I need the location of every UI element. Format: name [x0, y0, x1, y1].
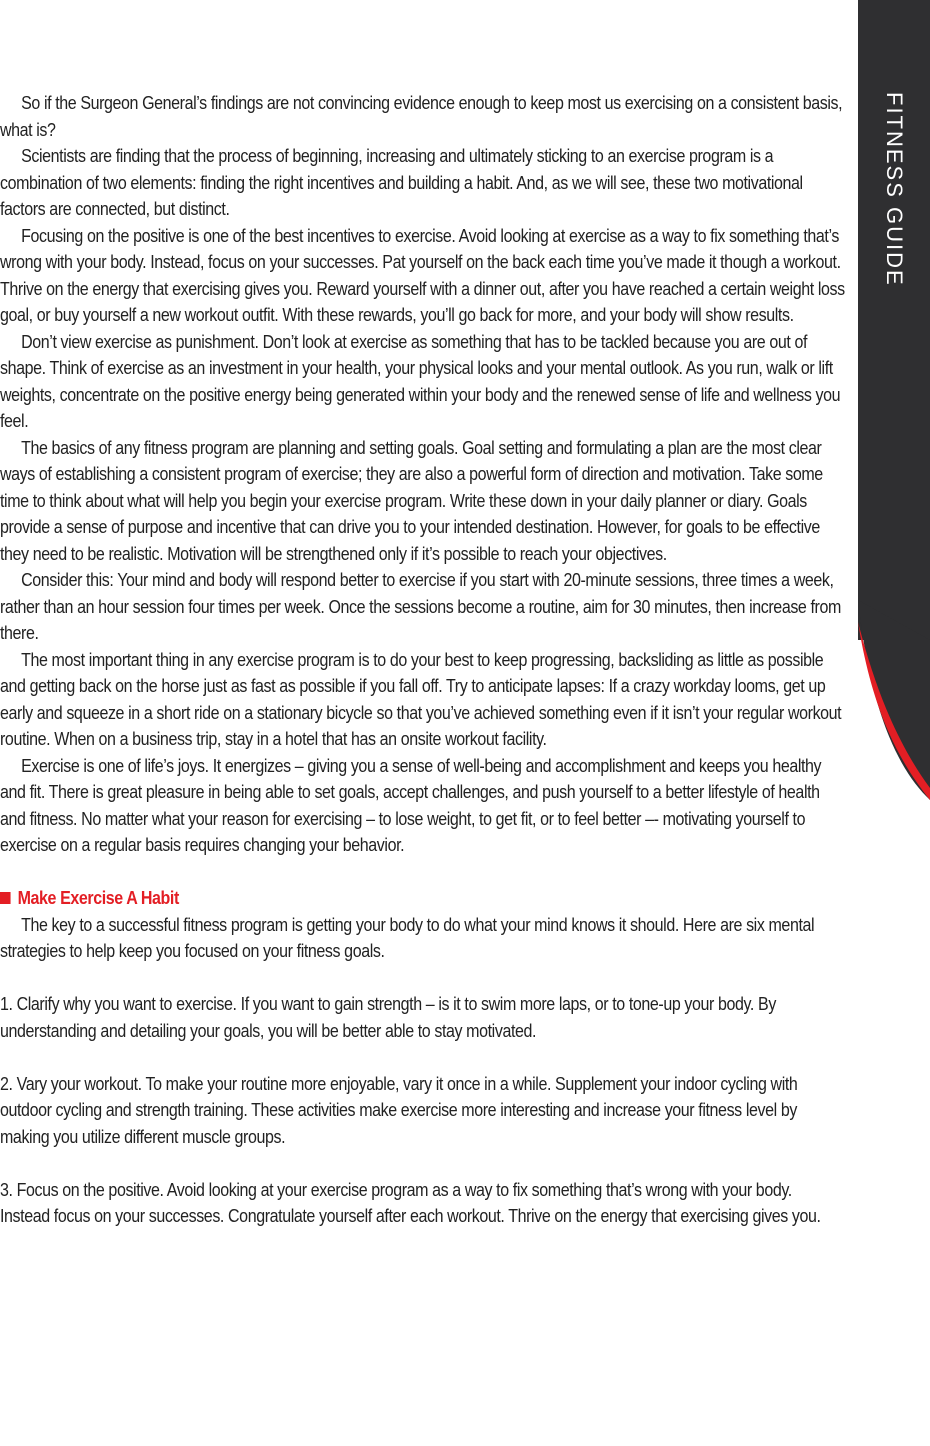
paragraph: Scientists are finding that the process of beginning, increasing and ultimately sticking to an exercise program is a combination of two elements: finding the right incentives and building a habit. And, as we will see, these two motivational factors are connected, but distinct. — [0, 146, 803, 219]
paragraph: Don’t view exercise as punishment. Don’t look at exercise as something that has to be tackled because you are out of shape. Think of exercise as an investment in your health, your physical looks and your mental outlook. As you run, walk or lift weights, concentrate on the positive energy being generated within your body and the renewed sense of life and wellness you feel. — [0, 331, 841, 431]
paragraph: Consider this: Your mind and body will respond better to exercise if you start with 20-minute sessions, three times a week, rather than an hour session four times per week. Once the sessions become a routine, aim for 30 minutes, then increase from there. — [0, 570, 841, 643]
side-tab-label: FITNESS GUIDE — [882, 92, 907, 287]
section-heading — [0, 885, 845, 912]
section-heading-text: Make Exercise A Habit — [17, 888, 179, 908]
spacer — [0, 859, 845, 886]
paragraph: Exercise is one of life’s joys. It energizes – giving you a sense of well-being and accomplishment and keeps you healthy and fit. There is great pleasure in being able to set goals, accept challenges, and push yourself to a better lifestyle of health and fitness. No matter what your reason for exercising – to lose weight, to get fit, or to feel better –- motivating yourself to exercise on a regular basis requires changing your behavior. — [0, 755, 822, 855]
paragraph: Focusing on the positive is one of the best incentives to exercise. Avoid looking at exercise as a way to fix something that’s wrong with your body. Instead, focus on your successes. Pat yourself on the back each time you’ve made it though a workout. Thrive on the energy that exercising gives you. Reward yourself with a dinner out, after you have reached a certain weight loss goal, or buy yourself a new workout outfit. With these rewards, you’ll go back for more, and your body will show results. — [0, 225, 845, 325]
spacer — [0, 1150, 845, 1177]
section-intro: The key to a successful fitness program is getting your body to do what your mind knows it should. Here are six mental strategies to help keep you focused on your fitness goals. — [0, 914, 815, 961]
paragraph: The most important thing in any exercise program is to do your best to keep progressing, backsliding as little as possible and getting back on the horse just as fast as possible if you fall off. Try to anticipate lapses: If a crazy workday looms, get up early and squeeze in a short ride on a stationary bicycle so that you’ve achieved something even if it isn’t your regular workout routine. When on a business trip, stay in a hotel that has an onsite workout facility. — [0, 649, 842, 749]
list-item: 1. Clarify why you want to exercise. If you want to gain strength – is it to swim more laps, or to tone-up your body. By understanding and detailing your goals, you will be better able to stay motivated. — [0, 994, 776, 1041]
red-swoosh-decoration — [858, 600, 930, 800]
paragraph: So if the Surgeon General’s findings are not convincing evidence enough to keep most us exercising on a consistent basis, what is? — [0, 93, 843, 140]
spacer — [0, 1044, 845, 1071]
article-body — [0, 90, 845, 1230]
paragraph: The basics of any fitness program are planning and setting goals. Goal setting and formulating a plan are the most clear ways of establishing a consistent program of exercise; they are also a powerful form of direction and motivation. Take some time to think about what will help you begin your exercise program. Write these down in your daily planner or diary. Goals provide a sense of purpose and incentive that can drive you to your intended destination. However, for goals to be effective they need to be realistic. Motivation will be strengthened only if it’s possible to reach your objectives. — [0, 437, 823, 564]
spacer — [0, 965, 845, 992]
square-bullet-icon — [0, 892, 11, 904]
list-item: 2. Vary your workout. To make your routine more enjoyable, vary it once in a while. Supplement your indoor cycling with outdoor cycling and strength training. These activities make exercise more interesting and increase your fitness level by making you utilize different muscle groups. — [0, 1073, 798, 1147]
list-item: 3. Focus on the positive. Avoid looking at your exercise program as a way to fix something that’s wrong with your body. Instead focus on your successes. Congratulate yourself after each workout. Thrive on the energy that exercising gives you. — [0, 1179, 821, 1226]
side-tab — [858, 0, 930, 640]
